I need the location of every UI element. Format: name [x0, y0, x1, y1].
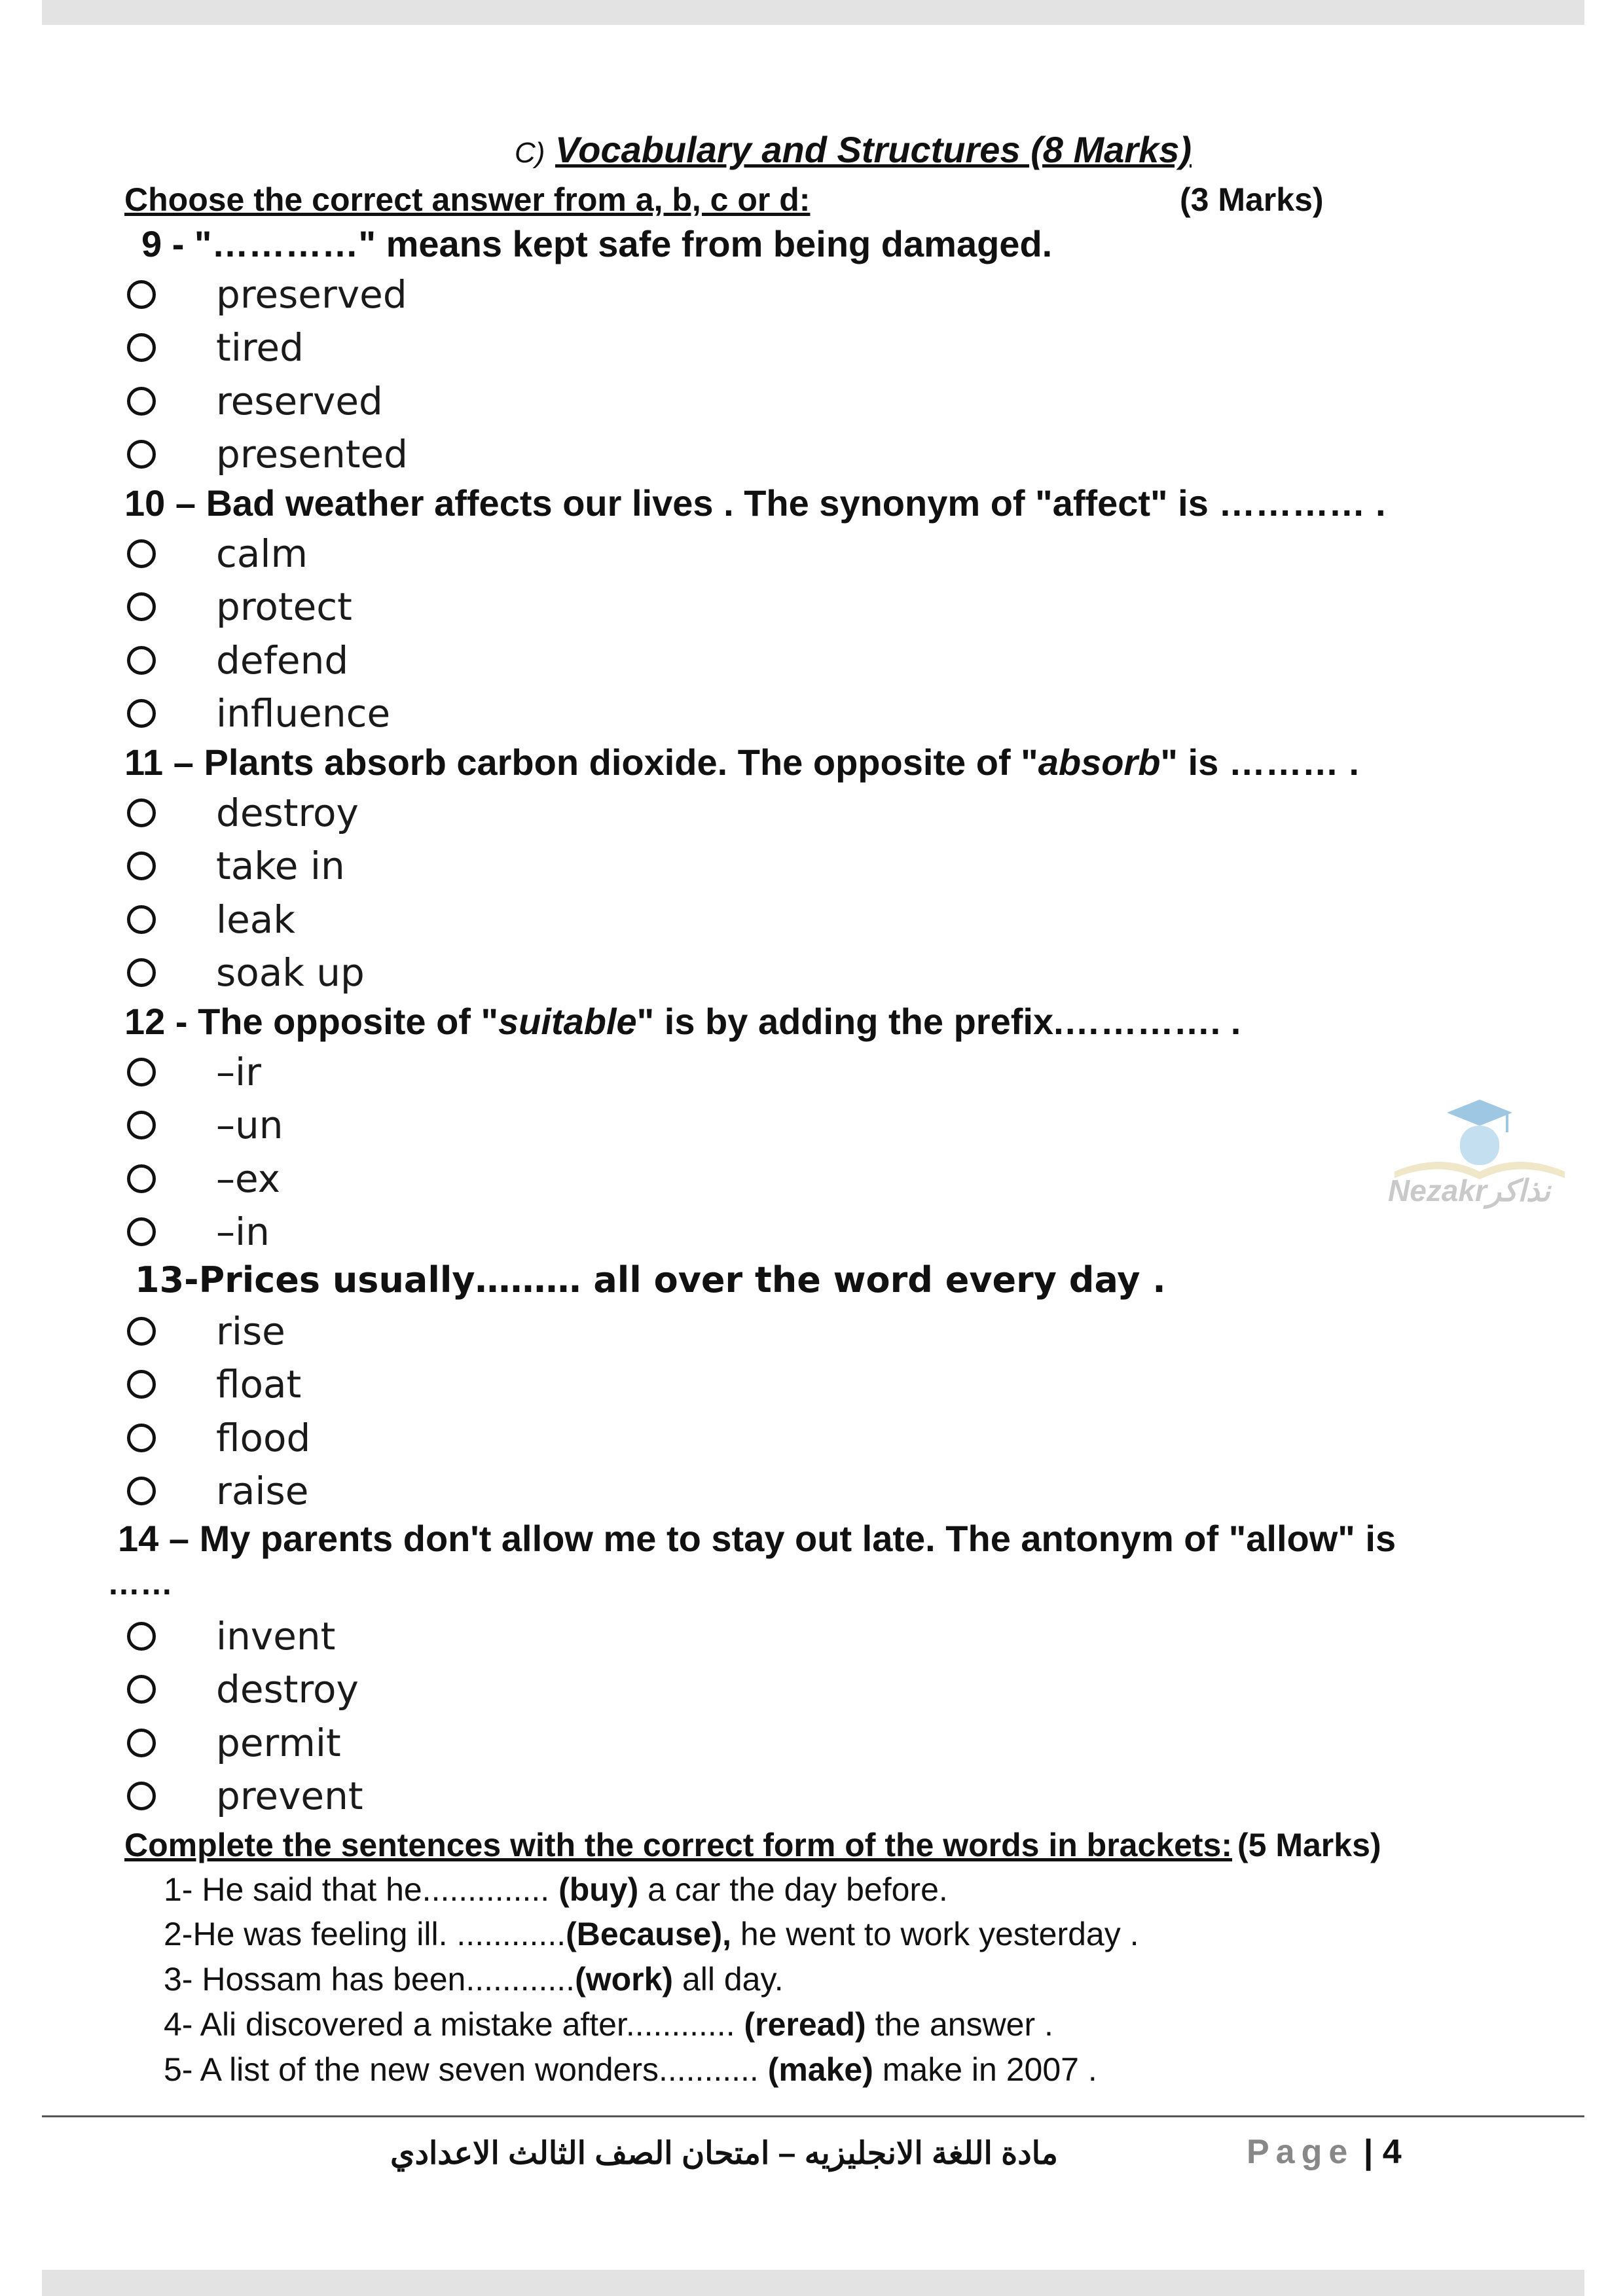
- question-keyword: suitable: [498, 1001, 637, 1042]
- top-border: [42, 0, 1584, 25]
- bracket-word: (reread): [744, 2006, 866, 2043]
- question-text-end: " is ……… .: [1160, 742, 1359, 783]
- question-number: 13-: [135, 1259, 199, 1300]
- section-title: [515, 128, 1192, 171]
- question-9: [141, 223, 1052, 265]
- footer-divider: [42, 2115, 1584, 2117]
- question-number: 12: [124, 1001, 166, 1042]
- mcq-marks: (3 Marks): [1180, 181, 1324, 218]
- section-prefix: C): [515, 137, 545, 169]
- sentence-5: 5- A list of the new seven wonders........... (make) make in 2007 .: [164, 2051, 1097, 2088]
- sentence-3: 3- Hossam has been............(work) all day.: [164, 1961, 784, 1998]
- page-indicator: [1247, 2132, 1402, 2172]
- radio-circle[interactable]: [127, 1424, 156, 1452]
- radio-circle[interactable]: [127, 699, 156, 728]
- question-number: 14 –: [118, 1518, 189, 1559]
- page-separator: |: [1363, 2133, 1374, 2171]
- radio-circle[interactable]: [127, 539, 156, 568]
- radio-circle[interactable]: [127, 1477, 156, 1505]
- section-heading: Vocabulary and Structures (8 Marks): [555, 129, 1192, 170]
- radio-circle[interactable]: [127, 1782, 156, 1810]
- radio-circle[interactable]: [127, 1217, 156, 1246]
- question-number: 10 –: [124, 482, 196, 524]
- question-text: My parents don't allow me to stay out late. The antonym of "allow" is: [199, 1518, 1396, 1559]
- radio-circle[interactable]: [127, 280, 156, 309]
- complete-instruction: Complete the sentences with the correct form of the words in brackets:: [124, 1827, 1233, 1863]
- footer-subject: مادة اللغة الانجليزيه – امتحان الصف الثالث الاعدادي: [390, 2136, 1058, 2171]
- radio-circle[interactable]: [127, 1058, 156, 1086]
- radio-circle[interactable]: [127, 852, 156, 880]
- question-keyword: absorb: [1038, 742, 1161, 783]
- question-10: [124, 482, 1386, 524]
- question-12: [124, 1000, 1241, 1043]
- bottom-border: [42, 2270, 1584, 2296]
- question-13: [135, 1259, 1166, 1300]
- radio-circle[interactable]: [127, 905, 156, 934]
- radio-circle[interactable]: [127, 1164, 156, 1193]
- question-text: Prices usually……… all over the word every day .: [198, 1259, 1166, 1300]
- radio-circle[interactable]: [127, 440, 156, 469]
- question-number: 11 –: [124, 742, 194, 783]
- bracket-word: (work): [575, 1961, 674, 1998]
- radio-circle[interactable]: [127, 592, 156, 621]
- radio-circle[interactable]: [127, 958, 156, 987]
- page-number: 4: [1382, 2133, 1402, 2171]
- sentence-2: 2-He was feeling ill. ............(Because), he went to work yesterday .: [164, 1916, 1139, 1952]
- complete-marks: (5 Marks): [1237, 1827, 1381, 1863]
- mcq-instruction: Choose the correct answer from a, b, c or d:: [124, 181, 811, 218]
- radio-circle[interactable]: [127, 1111, 156, 1139]
- radio-circle[interactable]: [127, 1675, 156, 1704]
- bracket-word: (make): [767, 2051, 873, 2088]
- sentence-4: 4- Ali discovered a mistake after............ (reread) the answer .: [164, 2006, 1053, 2043]
- watermark-text: Nezakrنذاكر: [1388, 1174, 1550, 1208]
- bracket-word: (buy): [558, 1871, 639, 1908]
- radio-circle[interactable]: [127, 1370, 156, 1399]
- radio-circle[interactable]: [127, 1317, 156, 1346]
- bracket-word: (Because),: [566, 1916, 732, 1952]
- question-14: [118, 1517, 1396, 1560]
- radio-circle[interactable]: [127, 387, 156, 416]
- question-text: "…………" means kept safe from being damaged.: [194, 223, 1053, 264]
- radio-circle[interactable]: [127, 333, 156, 362]
- question-text-end: " is by adding the prefix.…………. .: [636, 1001, 1241, 1042]
- question-text: Plants absorb carbon dioxide. The opposite of ": [204, 742, 1038, 783]
- page-label: Page: [1247, 2133, 1355, 2171]
- radio-circle[interactable]: [127, 1729, 156, 1757]
- question-number: 9 -: [141, 223, 185, 264]
- radio-circle[interactable]: [127, 646, 156, 675]
- radio-circle[interactable]: [127, 798, 156, 827]
- radio-circle[interactable]: [127, 1622, 156, 1651]
- question-text: Bad weather affects our lives . The synonym of "affect" is ………… .: [206, 482, 1386, 524]
- sentence-1: 1- He said that he.............. (buy) a car the day before.: [164, 1871, 948, 1908]
- question-11: [124, 741, 1359, 783]
- question-text: - The opposite of ": [175, 1001, 499, 1042]
- question-14-continuation: ……: [107, 1565, 173, 1602]
